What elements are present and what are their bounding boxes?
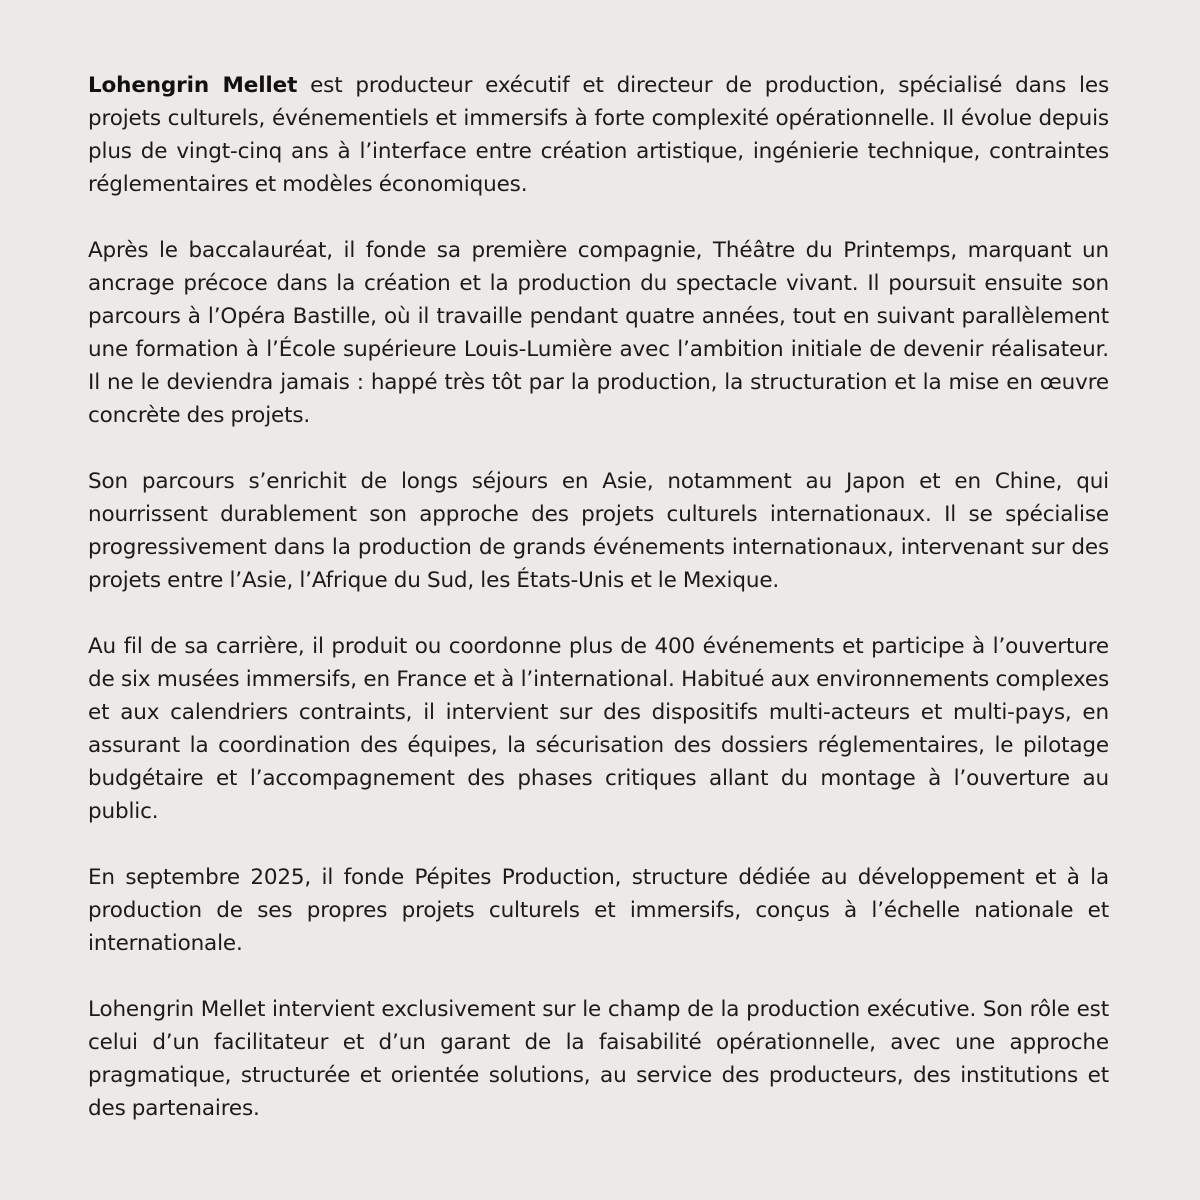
paragraph-intro [88,69,1109,201]
paragraph-company: En septembre 2025, il fonde Pépites Production, structure dédiée au développement et à la production de ses propres projets culturels et immersifs, conçus à l’échelle nationale et internationale. [88,865,1109,956]
paragraph-international: Son parcours s’enrichit de longs séjours en Asie, notamment au Japon et en Chine, qui nourrissent durablement son approche des projets culturels internationaux. Il se spécialise progressivement dans la production de grands événements internationaux, intervenant sur des projets entre l’Asie, l’Afrique du Sud, les États-Unis et le Mexique. [88,469,1109,593]
paragraph-achievements: Au fil de sa carrière, il produit ou coordonne plus de 400 événements et participe à l’ouverture de six musées immersifs, en France et à l’international. Habitué aux environnements complexes et aux calendriers contraints, il intervient sur des dispositifs multi-acteurs et multi-pays, en assurant la coordination des équipes, la sécurisation des dossiers réglementaires, le pilotage budgétaire et l’accompagnement des phases critiques allant du montage à l’ouverture au public. [88,634,1109,824]
paragraph-intro-text: est producteur exécutif et directeur de production, spécialisé dans les projets culturels, événementiels et immersifs à forte complexité opérationnelle. Il évolue depuis plus de vingt-cinq ans à l’interface entre création artistique, ingénierie technique, contraintes réglementaires et modèles économiques. [88,73,1110,197]
biography-text [88,69,1109,1125]
paragraph-early-career: Après le baccalauréat, il fonde sa première compagnie, Théâtre du Printemps, marquant un ancrage précoce dans la création et la production du spectacle vivant. Il poursuit ensuite son parcours à l’Opéra Bastille, où il travaille pendant quatre années, tout en suivant parallèlement une formation à l’École supérieure Louis-Lumière avec l’ambition initiale de devenir réalisateur. Il ne le deviendra jamais : happé très tôt par la production, la structuration et la mise en œuvre concrète des projets. [88,238,1109,428]
person-name: Lohengrin Mellet [88,73,298,98]
paragraph-role: Lohengrin Mellet intervient exclusivement sur le champ de la production exécutive. Son rôle est celui d’un facilitateur et d’un garant de la faisabilité opérationnelle, avec une approche pragmatique, structurée et orientée solutions, au service des producteurs, des institutions et des partenaires. [88,997,1109,1121]
